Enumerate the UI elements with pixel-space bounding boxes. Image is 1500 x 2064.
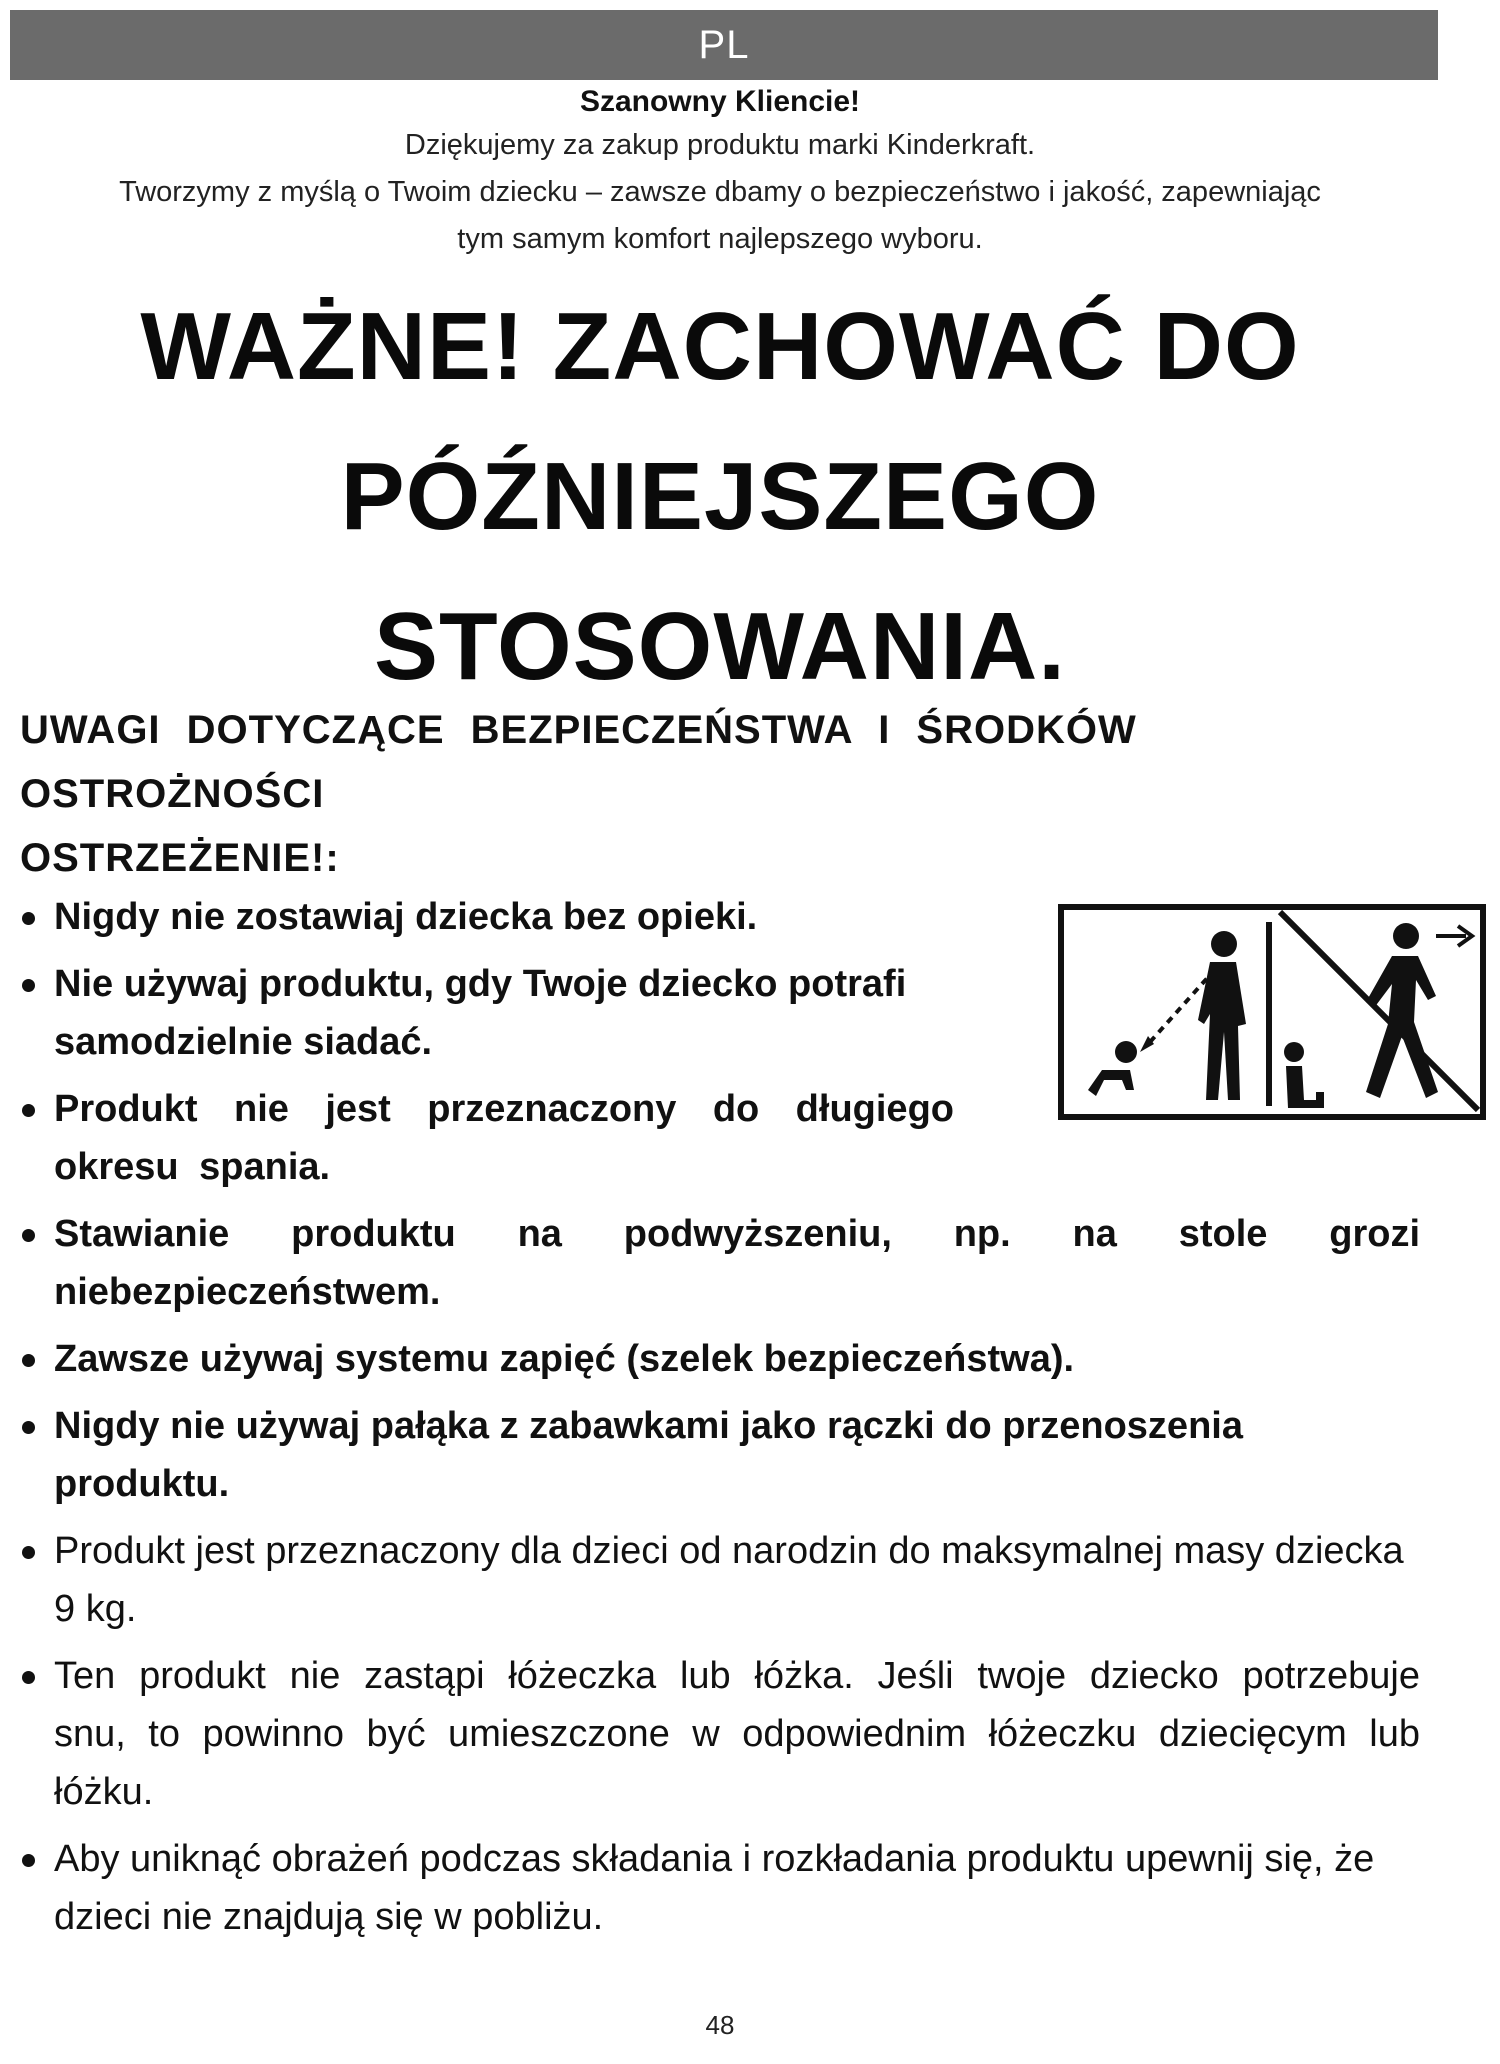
- important-line-1: WAŻNE! ZACHOWAĆ DO: [140, 293, 1300, 400]
- safety-heading-line-2: OSTROŻNOŚCI: [20, 772, 325, 816]
- page-number: 48: [705, 2010, 735, 2040]
- intro-line-3: tym samym komfort najlepszego wyboru.: [457, 223, 983, 255]
- important-notice: [0, 272, 1440, 722]
- list-item: Nie używaj produktu, gdy Twoje dziecko potrafi samodzielnie siadać.: [20, 955, 954, 1071]
- list-item: Stawianie produktu na podwyższeniu, np. na stole grozi niebezpieczeństwem.: [20, 1205, 1420, 1321]
- language-code: PL: [698, 22, 750, 67]
- safety-heading: [20, 698, 1440, 890]
- warning-label: OSTRZEŻENIE!:: [20, 836, 340, 880]
- list-item: Nigdy nie używaj pałąka z zabawkami jako rączki do przenoszenia produktu.: [20, 1397, 1420, 1513]
- intro-block: [0, 82, 1440, 263]
- list-item: Ten produkt nie zastąpi łóżeczka lub łóżka. Jeśli twoje dziecko potrzebuje snu, to powinno być umieszczone w odpowiednim łóżeczku dziecięcym lub łóżku.: [20, 1647, 1420, 1821]
- list-item: Produkt nie jest przeznaczony do długiego okresu spania.: [20, 1080, 954, 1196]
- intro-line-1: Dziękujemy za zakup produktu marki Kinderkraft.: [404, 129, 1036, 161]
- list-item: Aby uniknąć obrażeń podczas składania i rozkładania produktu upewnij się, że dzieci nie znajdują się w pobliżu.: [20, 1830, 1420, 1946]
- greeting: Szanowny Kliencie!: [579, 85, 861, 118]
- list-item: Zawsze używaj systemu zapięć (szelek bezpieczeństwa).: [20, 1330, 1420, 1388]
- list-item: Produkt jest przeznaczony dla dzieci od narodzin do maksymalnej masy dziecka 9 kg.: [20, 1522, 1420, 1638]
- safety-heading-line-1: UWAGI DOTYCZĄCE BEZPIECZEŃSTWA I ŚRODKÓW: [20, 708, 1137, 752]
- intro-line-2: Tworzymy z myślą o Twoim dziecku – zawsze dbamy o bezpieczeństwo i jakość, zapewniając: [119, 176, 1321, 208]
- important-line-3: STOSOWANIA.: [374, 593, 1066, 700]
- safety-bullet-list: [20, 888, 1420, 1955]
- important-line-2: PÓŹNIEJSZEGO: [340, 443, 1100, 550]
- language-header-bar: [10, 10, 1438, 80]
- list-item: Nigdy nie zostawiaj dziecka bez opieki.: [20, 888, 1420, 946]
